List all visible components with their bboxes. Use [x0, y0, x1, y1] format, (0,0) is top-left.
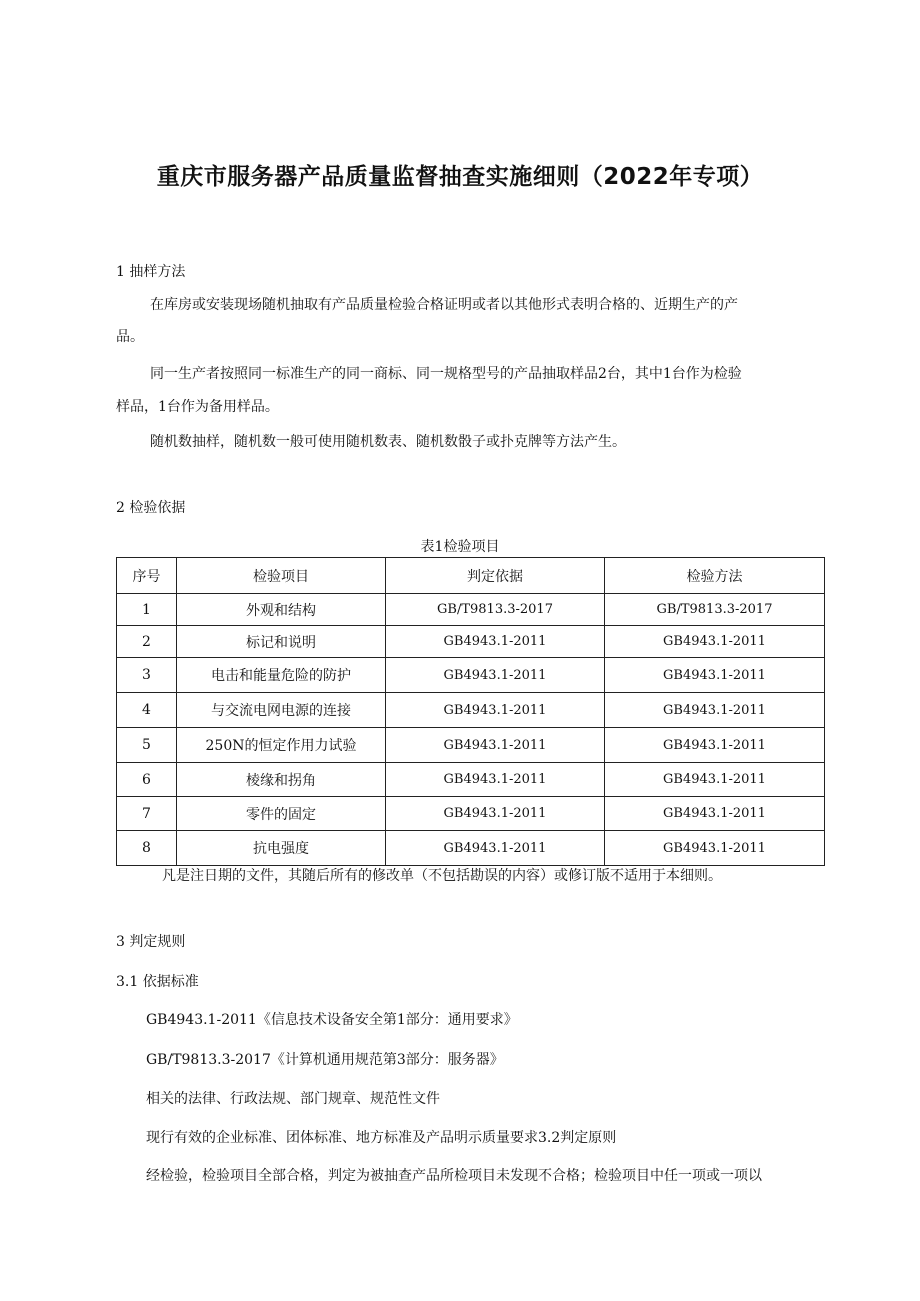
cell-item: 棱缘和拐角 — [177, 763, 386, 797]
table-row — [117, 626, 825, 658]
standard-1: GB4943.1-2011《信息技术设备安全第1部分：通用要求》 — [146, 1012, 518, 1028]
section-2-heading: 2 检验依据 — [116, 500, 186, 516]
section-1-heading: 1 抽样方法 — [116, 264, 186, 280]
cell-method: GB/T9813.3-2017 — [605, 594, 825, 626]
cell-item: 电击和能量危险的防护 — [177, 658, 386, 693]
header-method: 检验方法 — [605, 558, 825, 594]
cell-basis: GB4943.1-2011 — [386, 831, 605, 866]
cell-index: 7 — [117, 797, 177, 831]
cell-method: GB4943.1-2011 — [605, 797, 825, 831]
table-header-row — [117, 558, 825, 594]
cell-item: 外观和结构 — [177, 594, 386, 626]
cell-basis: GB4943.1-2011 — [386, 797, 605, 831]
cell-basis: GB4943.1-2011 — [386, 728, 605, 763]
cell-basis: GB4943.1-2011 — [386, 658, 605, 693]
document-title: 重庆市服务器产品质量监督抽查实施细则（2022年专项） — [156, 164, 764, 190]
section-1-paragraph-2-line-2: 样品，1台作为备用样品。 — [116, 399, 279, 415]
header-basis: 判定依据 — [386, 558, 605, 594]
section-1-paragraph-1-line-2: 品。 — [116, 329, 144, 345]
section-3-heading: 3 判定规则 — [116, 934, 186, 950]
cell-basis: GB4943.1-2011 — [386, 626, 605, 658]
section-1-paragraph-1-line-1: 在库房或安装现场随机抽取有产品质量检验合格证明或者以其他形式表明合格的、近期生产的产 — [150, 297, 738, 313]
cell-item: 与交流电网电源的连接 — [177, 693, 386, 728]
cell-method: GB4943.1-2011 — [605, 831, 825, 866]
cell-method: GB4943.1-2011 — [605, 658, 825, 693]
section-1-paragraph-2-line-1: 同一生产者按照同一标准生产的同一商标、同一规格型号的产品抽取样品2台，其中1台作为检验 — [150, 366, 742, 382]
cell-method: GB4943.1-2011 — [605, 728, 825, 763]
table-note: 凡是注日期的文件，其随后所有的修改单（不包括勘误的内容）或修订版不适用于本细则。 — [162, 868, 722, 884]
cell-basis: GB4943.1-2011 — [386, 763, 605, 797]
cell-basis: GB4943.1-2011 — [386, 693, 605, 728]
table-row — [117, 797, 825, 831]
judgment-principle-line: 经检验，检验项目全部合格，判定为被抽查产品所检项目未发现不合格；检验项目中任一项或一项以 — [146, 1168, 762, 1184]
inspection-items-table — [116, 557, 825, 866]
cell-method: GB4943.1-2011 — [605, 626, 825, 658]
cell-item: 250N的恒定作用力试验 — [177, 728, 386, 763]
cell-method: GB4943.1-2011 — [605, 763, 825, 797]
cell-index: 8 — [117, 831, 177, 866]
table-row — [117, 594, 825, 626]
section-3-1-heading: 3.1 依据标准 — [116, 974, 199, 990]
cell-index: 4 — [117, 693, 177, 728]
regulations-line: 相关的法律、行政法规、部门规章、规范性文件 — [146, 1091, 440, 1107]
table-row — [117, 728, 825, 763]
table-caption: 表1检验项目 — [420, 539, 500, 555]
table-row — [117, 693, 825, 728]
cell-index: 5 — [117, 728, 177, 763]
table-row — [117, 658, 825, 693]
section-1-paragraph-3: 随机数抽样，随机数一般可使用随机数表、随机数骰子或扑克牌等方法产生。 — [150, 434, 626, 450]
cell-method: GB4943.1-2011 — [605, 693, 825, 728]
header-index: 序号 — [117, 558, 177, 594]
cell-index: 1 — [117, 594, 177, 626]
cell-index: 2 — [117, 626, 177, 658]
standards-line: 现行有效的企业标准、团体标准、地方标准及产品明示质量要求3.2判定原则 — [146, 1130, 617, 1146]
cell-index: 3 — [117, 658, 177, 693]
cell-basis: GB/T9813.3-2017 — [386, 594, 605, 626]
cell-item: 抗电强度 — [177, 831, 386, 866]
header-item: 检验项目 — [177, 558, 386, 594]
standard-2: GB/T9813.3-2017《计算机通用规范第3部分：服务器》 — [146, 1052, 504, 1068]
cell-index: 6 — [117, 763, 177, 797]
cell-item: 标记和说明 — [177, 626, 386, 658]
table-row — [117, 763, 825, 797]
table-row — [117, 831, 825, 866]
cell-item: 零件的固定 — [177, 797, 386, 831]
